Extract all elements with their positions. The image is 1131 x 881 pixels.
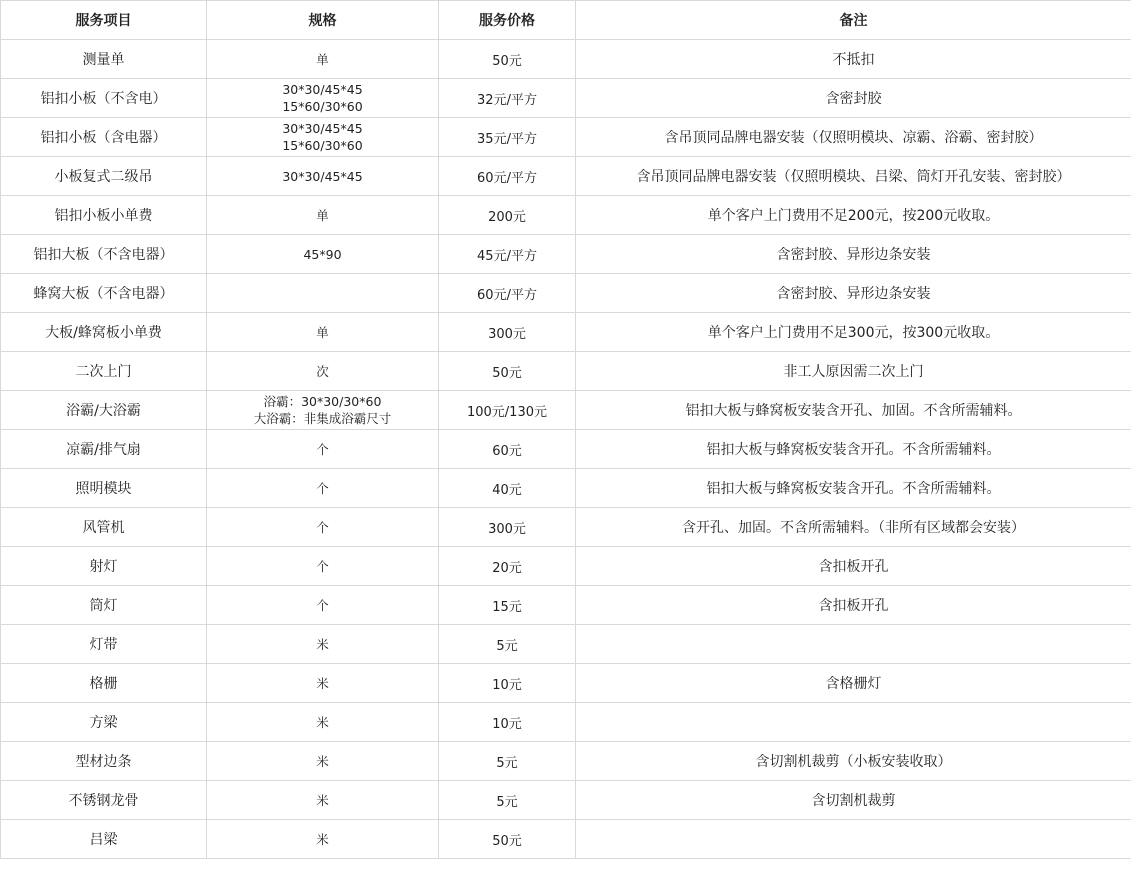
cell-price: 5元	[439, 781, 576, 820]
cell-note: 含格栅灯	[576, 664, 1131, 703]
cell-service-item: 灯带	[1, 625, 207, 664]
cell-note: 含密封胶、异形边条安装	[576, 235, 1131, 274]
table-header	[1, 1, 1131, 40]
cell-price: 60元/平方	[439, 157, 576, 196]
cell-spec: 个	[207, 508, 439, 547]
cell-service-item: 小板复式二级吊	[1, 157, 207, 196]
cell-spec: 45*90	[207, 235, 439, 274]
table-row	[1, 469, 1131, 508]
cell-price: 300元	[439, 508, 576, 547]
cell-spec: 单	[207, 196, 439, 235]
cell-service-item: 铝扣小板（不含电）	[1, 79, 207, 118]
table-row	[1, 352, 1131, 391]
cell-price: 200元	[439, 196, 576, 235]
table-row	[1, 508, 1131, 547]
table-row	[1, 391, 1131, 430]
cell-service-item: 不锈钢龙骨	[1, 781, 207, 820]
cell-service-item: 射灯	[1, 547, 207, 586]
table-row	[1, 79, 1131, 118]
header-note: 备注	[576, 1, 1131, 40]
table-row	[1, 118, 1131, 157]
cell-spec: 单	[207, 40, 439, 79]
cell-price: 10元	[439, 703, 576, 742]
cell-spec: 米	[207, 781, 439, 820]
cell-price: 50元	[439, 40, 576, 79]
cell-service-item: 筒灯	[1, 586, 207, 625]
cell-note: 铝扣大板与蜂窝板安装含开孔。不含所需辅料。	[576, 469, 1131, 508]
cell-note: 单个客户上门费用不足300元，按300元收取。	[576, 313, 1131, 352]
cell-price: 300元	[439, 313, 576, 352]
header-price: 服务价格	[439, 1, 576, 40]
cell-price: 100元/130元	[439, 391, 576, 430]
cell-price: 5元	[439, 625, 576, 664]
cell-spec	[207, 274, 439, 313]
cell-service-item: 照明模块	[1, 469, 207, 508]
header-service-item: 服务项目	[1, 1, 207, 40]
cell-note: 含切割机裁剪（小板安装收取）	[576, 742, 1131, 781]
cell-price: 40元	[439, 469, 576, 508]
cell-note: 含开孔、加固。不含所需辅料。（非所有区域都会安装）	[576, 508, 1131, 547]
cell-spec: 米	[207, 703, 439, 742]
cell-service-item: 型材边条	[1, 742, 207, 781]
cell-price: 50元	[439, 352, 576, 391]
cell-price: 60元	[439, 430, 576, 469]
cell-spec: 30*30/45*45	[207, 157, 439, 196]
cell-spec: 次	[207, 352, 439, 391]
cell-note: 铝扣大板与蜂窝板安装含开孔。不含所需辅料。	[576, 430, 1131, 469]
table-row	[1, 196, 1131, 235]
cell-spec: 个	[207, 430, 439, 469]
cell-price: 32元/平方	[439, 79, 576, 118]
cell-note	[576, 820, 1131, 859]
cell-note: 含密封胶	[576, 79, 1131, 118]
cell-price: 60元/平方	[439, 274, 576, 313]
cell-note: 单个客户上门费用不足200元，按200元收取。	[576, 196, 1131, 235]
table-row	[1, 313, 1131, 352]
cell-service-item: 风管机	[1, 508, 207, 547]
cell-spec: 30*30/45*45 15*60/30*60	[207, 79, 439, 118]
cell-service-item: 格栅	[1, 664, 207, 703]
cell-service-item: 大板/蜂窝板小单费	[1, 313, 207, 352]
cell-note: 含吊顶同品牌电器安装（仅照明模块、凉霸、浴霸、密封胶）	[576, 118, 1131, 157]
table-row	[1, 820, 1131, 859]
cell-note: 含扣板开孔	[576, 586, 1131, 625]
cell-service-item: 二次上门	[1, 352, 207, 391]
table-row	[1, 664, 1131, 703]
table-row	[1, 40, 1131, 79]
cell-spec: 个	[207, 586, 439, 625]
cell-spec: 单	[207, 313, 439, 352]
table-row	[1, 781, 1131, 820]
header-row	[1, 1, 1131, 40]
cell-note: 含切割机裁剪	[576, 781, 1131, 820]
cell-spec: 米	[207, 820, 439, 859]
cell-price: 20元	[439, 547, 576, 586]
cell-service-item: 测量单	[1, 40, 207, 79]
cell-price: 45元/平方	[439, 235, 576, 274]
cell-service-item: 铝扣小板（含电器）	[1, 118, 207, 157]
table-row	[1, 157, 1131, 196]
cell-service-item: 凉霸/排气扇	[1, 430, 207, 469]
cell-note	[576, 703, 1131, 742]
table-row	[1, 547, 1131, 586]
cell-spec: 个	[207, 547, 439, 586]
cell-price: 10元	[439, 664, 576, 703]
cell-spec: 30*30/45*45 15*60/30*60	[207, 118, 439, 157]
table-row	[1, 430, 1131, 469]
cell-note: 含吊顶同品牌电器安装（仅照明模块、吕梁、筒灯开孔安装、密封胶）	[576, 157, 1131, 196]
cell-price: 5元	[439, 742, 576, 781]
cell-service-item: 浴霸/大浴霸	[1, 391, 207, 430]
cell-note: 不抵扣	[576, 40, 1131, 79]
cell-note	[576, 625, 1131, 664]
cell-note: 铝扣大板与蜂窝板安装含开孔、加固。不含所需辅料。	[576, 391, 1131, 430]
table-row	[1, 625, 1131, 664]
table-row	[1, 586, 1131, 625]
cell-service-item: 铝扣小板小单费	[1, 196, 207, 235]
cell-spec: 米	[207, 742, 439, 781]
cell-service-item: 蜂窝大板（不含电器）	[1, 274, 207, 313]
cell-service-item: 铝扣大板（不含电器）	[1, 235, 207, 274]
cell-service-item: 吕梁	[1, 820, 207, 859]
cell-note: 含密封胶、异形边条安装	[576, 274, 1131, 313]
table-row	[1, 235, 1131, 274]
cell-spec: 个	[207, 469, 439, 508]
cell-spec: 浴霸：30*30/30*60 大浴霸：非集成浴霸尺寸	[207, 391, 439, 430]
cell-spec: 米	[207, 664, 439, 703]
table-body	[1, 40, 1131, 859]
table-row	[1, 703, 1131, 742]
cell-note: 非工人原因需二次上门	[576, 352, 1131, 391]
cell-spec: 米	[207, 625, 439, 664]
table-row	[1, 274, 1131, 313]
cell-price: 15元	[439, 586, 576, 625]
cell-note: 含扣板开孔	[576, 547, 1131, 586]
cell-service-item: 方梁	[1, 703, 207, 742]
header-spec: 规格	[207, 1, 439, 40]
cell-price: 35元/平方	[439, 118, 576, 157]
table-row	[1, 742, 1131, 781]
cell-price: 50元	[439, 820, 576, 859]
